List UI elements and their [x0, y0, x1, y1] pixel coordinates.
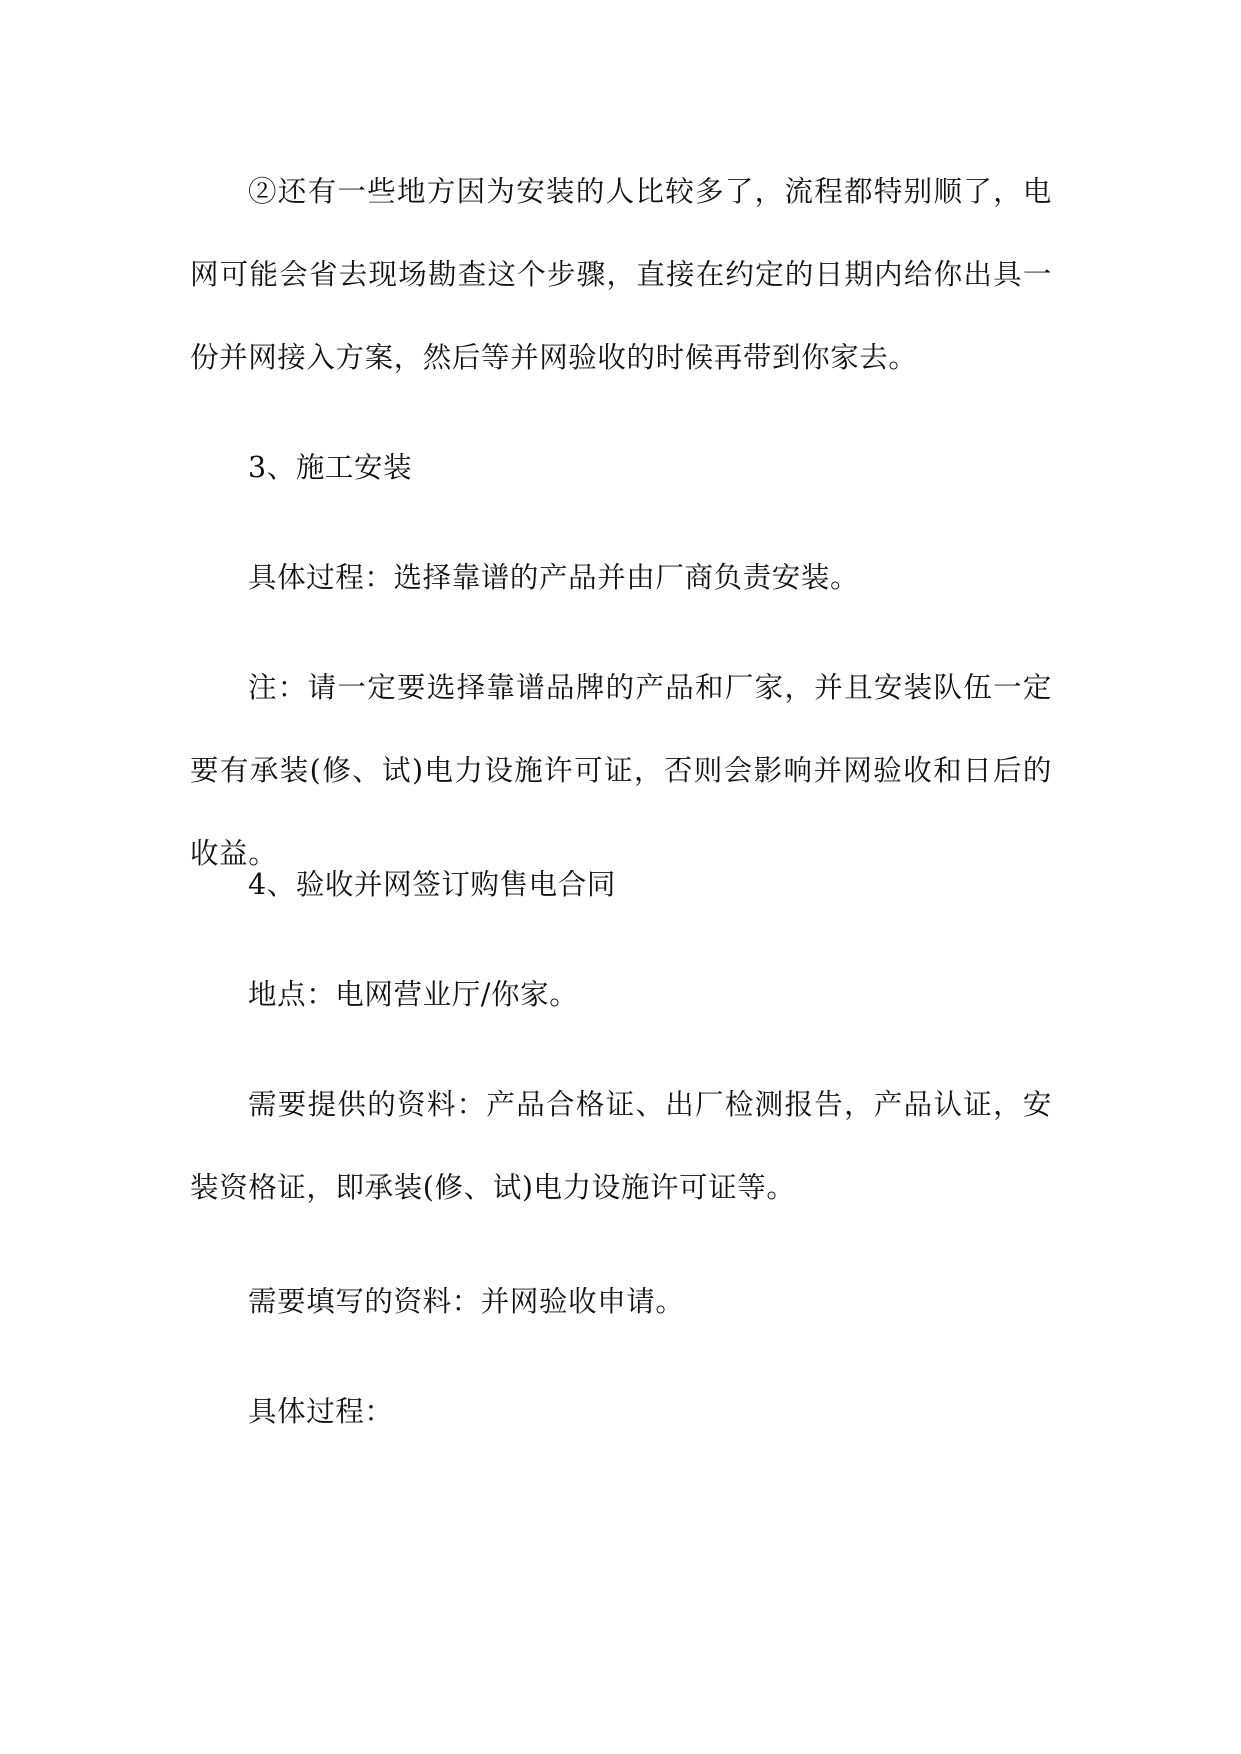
paragraph-process-label: 具体过程：: [248, 1395, 394, 1428]
paragraph-construction-process: 具体过程：选择靠谱的产品并由厂商负责安装。: [248, 561, 860, 594]
paragraph-location: 地点：电网营业厅/你家。: [248, 978, 579, 1011]
paragraph-construction-note: 注：请一定要选择靠谱品牌的产品和厂家，并且安装队伍一定要有承装(修、试)电力设施许可证，否则会影响并网验收和日后的收益。: [190, 671, 1052, 870]
section-heading-acceptance: 4、验收并网签订购售电合同: [248, 868, 616, 901]
paragraph-forms-to-fill: 需要填写的资料：并网验收申请。: [248, 1285, 685, 1318]
paragraph-required-documents: 需要提供的资料：产品合格证、出厂检测报告，产品认证，安装资格证，即承装(修、试)电力设施许可证等。: [190, 1088, 1052, 1204]
paragraph-grid-solution-note: ②还有一些地方因为安装的人比较多了，流程都特别顺了，电网可能会省去现场勘查这个步骤，直接在约定的日期内给你出具一份并网接入方案，然后等并网验收的时候再带到你家去。: [190, 175, 1052, 374]
section-heading-construction: 3、施工安装: [248, 451, 413, 484]
